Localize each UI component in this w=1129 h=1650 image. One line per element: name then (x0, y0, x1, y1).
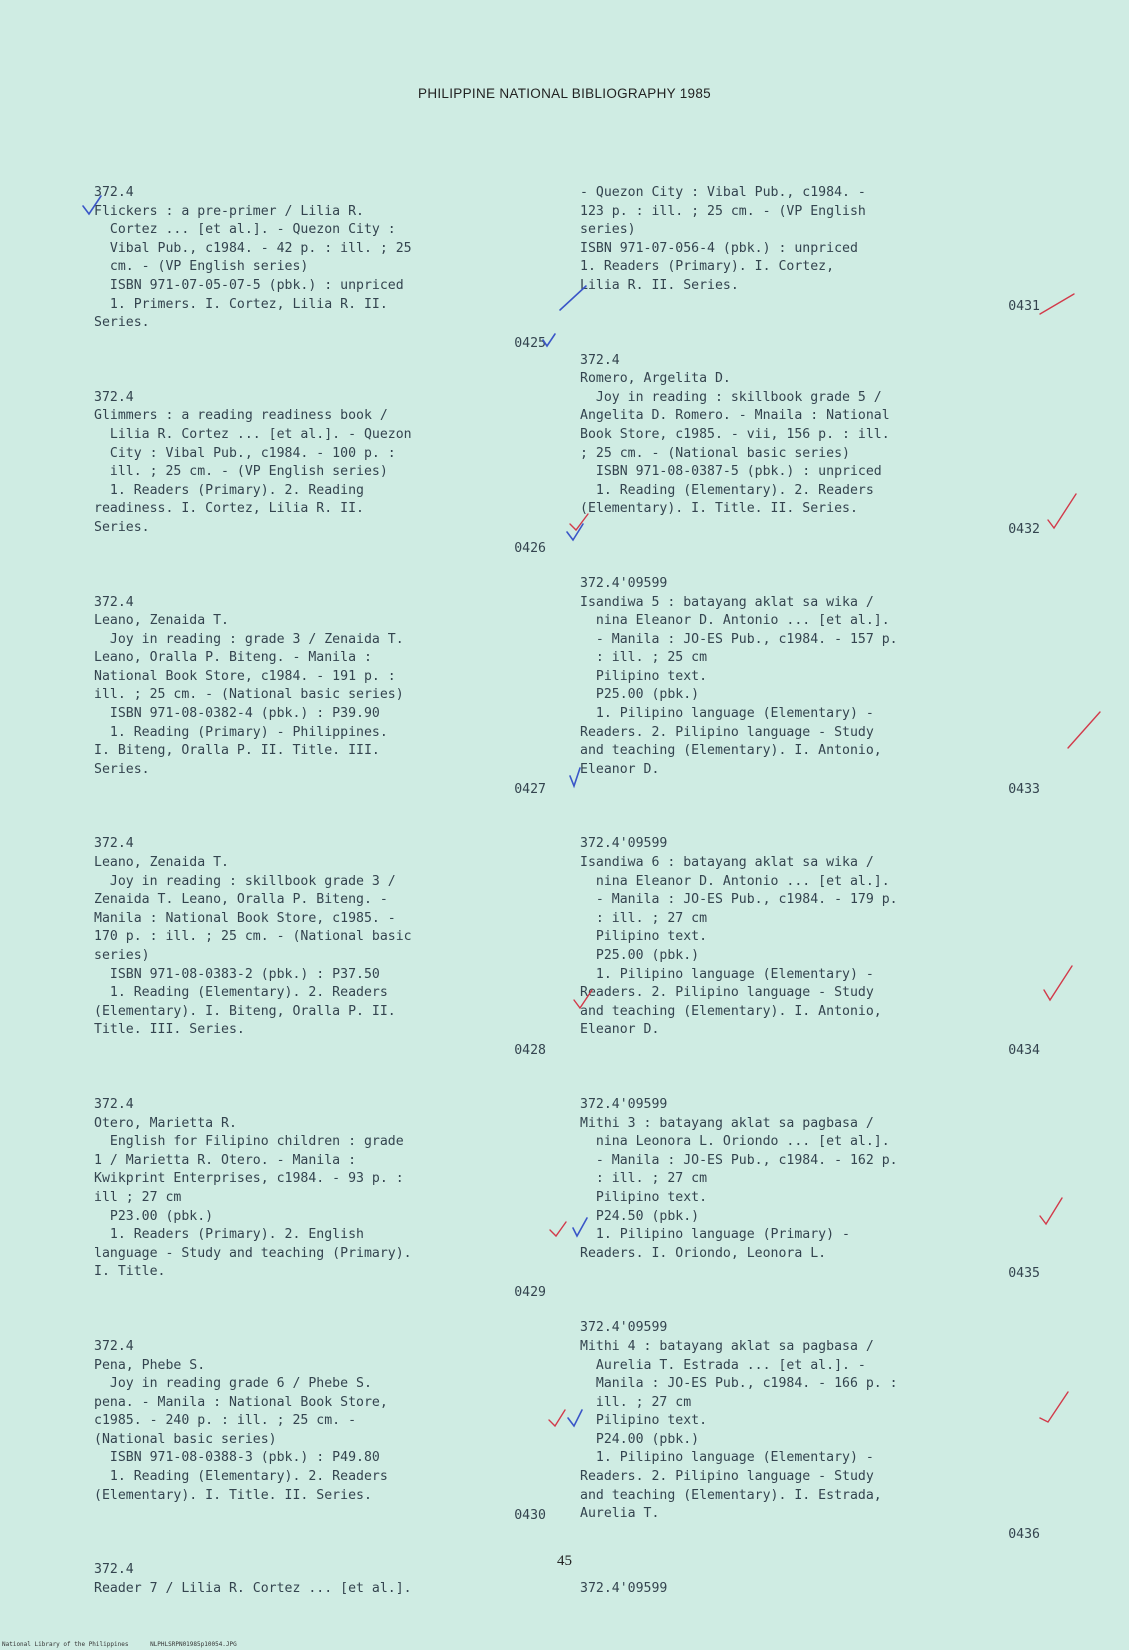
entry-text-line: Readers. 2. Pilipino language - Study (580, 724, 874, 740)
entry-text-line: ISBN 971-08-0382-4 (pbk.) : P39.90 (94, 706, 380, 722)
entry-text-line: Joy in reading : grade 3 / Zenaida T. (94, 631, 404, 647)
entry-text-line: Joy in reading : skillbook grade 5 / (580, 389, 882, 405)
entry-text-line: 123 p. : ill. ; 25 cm. - (VP English (580, 203, 866, 219)
footer-library: National Library of the Philippines (2, 1641, 129, 1648)
entry-number: 0435 (1008, 1266, 1040, 1282)
checkmark-icon (550, 1222, 566, 1236)
call-number: 372.4 (94, 594, 134, 610)
right-column (580, 184, 1040, 1632)
entry-text-line: 1. Reading (Primary) - Philippines. (94, 724, 388, 740)
entry-number: 0433 (1008, 782, 1040, 798)
bibliography-entry (580, 575, 1040, 802)
entry-text-line: (Elementary). I. Title. II. Series. (94, 1487, 372, 1503)
entry-text-line: Reader 7 / Lilia R. Cortez ... [et al.]. (94, 1580, 412, 1596)
entry-spacer (580, 1598, 1040, 1632)
entry-text-line: ill. ; 27 cm (580, 1394, 692, 1410)
entry-text-line: ISBN 971-08-0387-5 (pbk.) : unpriced (580, 464, 882, 480)
entry-text-line: readiness. I. Cortez, Lilia R. II. (94, 501, 364, 517)
entry-text-line: 1. Readers (Primary). 2. Reading (94, 482, 364, 498)
call-number: 372.4'09599 (580, 1320, 668, 1336)
bibliography-entry (94, 389, 546, 560)
entry-text-line: Isandiwa 6 : batayang aklat sa wika / (580, 855, 874, 871)
entry-text-line: ill. ; 25 cm. - (National basic series) (94, 687, 404, 703)
page-header: PHILIPPINE NATIONAL BIBLIOGRAPHY 1985 (418, 86, 711, 101)
entry-text-line: Angelita D. Romero. - Mnaila : National (580, 408, 890, 424)
entry-text-line: Leano, Zenaida T. (94, 855, 229, 871)
entry-text-line: Manila : JO-ES Pub., c1984. - 166 p. : (580, 1376, 898, 1392)
bibliography-entry (94, 594, 546, 802)
entry-text-line: Glimmers : a reading readiness book / (94, 408, 388, 424)
entry-text-line: cm. - (VP English series) (94, 259, 309, 275)
entry-text-line: Readers. I. Oriondo, Leonora L. (580, 1245, 827, 1261)
entry-spacer (94, 560, 546, 594)
bibliography-entry (94, 184, 546, 355)
entry-text-line: : ill. ; 27 cm (580, 1171, 708, 1187)
entry-text-line: Leano, Oralla P. Biteng. - Manila : (94, 650, 372, 666)
entry-text-line: 1. Pilipino language (Elementary) - (580, 706, 874, 722)
left-column (94, 184, 546, 1632)
entry-number: 0430 (514, 1508, 546, 1524)
entry-text-line: City : Vibal Pub., c1984. - 100 p. : (94, 445, 396, 461)
entry-text-line: Pilipino text. (580, 1189, 708, 1205)
bibliography-entry (580, 835, 1040, 1062)
entry-text-line: Lilia R. II. Series. (580, 277, 739, 293)
entry-text-line: Eleanor D. (580, 1022, 660, 1038)
entry-text-line: 170 p. : ill. ; 25 cm. - (National basic (94, 929, 412, 945)
entry-text-line: - Manila : JO-ES Pub., c1984. - 157 p. (580, 631, 898, 647)
entry-text-line: Vibal Pub., c1984. - 42 p. : ill. ; 25 (94, 240, 412, 256)
call-number: 372.4'09599 (580, 836, 668, 852)
entry-number: 0434 (1008, 1042, 1040, 1058)
entry-text-line: Zenaida T. Leano, Oralla P. Biteng. - (94, 892, 388, 908)
entry-text-line: Mithi 4 : batayang aklat sa pagbasa / (580, 1338, 874, 1354)
entry-text-line: Lilia R. Cortez ... [et al.]. - Quezon (94, 426, 412, 442)
entry-text-line: : ill. ; 25 cm (580, 650, 708, 666)
entry-text-line: c1985. - 240 p. : ill. ; 25 cm. - (94, 1413, 357, 1429)
entry-text-line: Kwikprint Enterprises, c1984. - 93 p. : (94, 1171, 404, 1187)
checkmark-icon (1048, 494, 1076, 528)
entry-text-line: ISBN 971-08-0388-3 (pbk.) : P49.80 (94, 1450, 380, 1466)
entry-text-line: nina Eleanor D. Antonio ... [et al.]. (580, 613, 890, 629)
checkmark-icon (1040, 1392, 1068, 1422)
entry-text-line: 1. Pilipino language (Elementary) - (580, 966, 874, 982)
entry-text-line: 1. Pilipino language (Elementary) - (580, 1450, 874, 1466)
call-number: 372.4'09599 (580, 1580, 668, 1596)
entry-text-line: 1. Reading (Elementary). 2. Readers (580, 482, 874, 498)
checkmark-icon (1040, 294, 1074, 314)
entry-text-line: Book Store, c1985. - vii, 156 p. : ill. (580, 426, 890, 442)
entry-text-line: ISBN 971-07-056-4 (pbk.) : unpriced (580, 240, 858, 256)
call-number: 372.4 (94, 1562, 134, 1578)
entry-text-line: Series. (94, 519, 150, 535)
entry-text-line: 1. Pilipino language (Primary) - (580, 1227, 850, 1243)
entry-text-line: Pilipino text. (580, 1413, 708, 1429)
entry-text-line: and teaching (Elementary). I. Estrada, (580, 1487, 882, 1503)
entry-text-line: Eleanor D. (580, 761, 660, 777)
entry-number: 0429 (514, 1284, 546, 1300)
entry-number: 0436 (1008, 1526, 1040, 1542)
entry-spacer (94, 355, 546, 389)
entry-text-line: P25.00 (pbk.) (580, 948, 700, 963)
entry-number: 0432 (1008, 521, 1040, 537)
entry-number: 0431 (1008, 298, 1040, 314)
checkmark-icon (1068, 712, 1100, 748)
page-number: 45 (557, 1553, 572, 1569)
call-number: 372.4 (94, 1096, 134, 1112)
entry-text-line: Pilipino text. (580, 668, 708, 684)
entry-text-line: Series. (94, 761, 150, 777)
entry-text-line: Readers. 2. Pilipino language - Study (580, 1469, 874, 1485)
entry-text-line: P24.00 (pbk.) (580, 1431, 700, 1447)
entry-text-line: I. Title. (94, 1264, 166, 1280)
entry-text-line: (Elementary). I. Title. II. Series. (580, 501, 858, 517)
entry-text-line: P24.50 (pbk.) (580, 1208, 700, 1224)
bibliography-entry (580, 1096, 1040, 1285)
entry-text-line: Aurelia T. (580, 1506, 660, 1522)
entry-text-line: pena. - Manila : National Book Store, (94, 1394, 388, 1410)
call-number: 372.4 (580, 352, 620, 368)
entry-text-line: series) (94, 948, 150, 963)
entry-text-line: and teaching (Elementary). I. Antonio, (580, 1003, 882, 1019)
bibliography-entry (94, 835, 546, 1062)
entry-text-line: ISBN 971-07-05-07-5 (pbk.) : unpriced (94, 277, 404, 293)
bibliography-entry (94, 1096, 546, 1304)
bibliography-entry (580, 1319, 1040, 1546)
entry-text-line: Mithi 3 : batayang aklat sa pagbasa / (580, 1115, 874, 1131)
entry-spacer (94, 1304, 546, 1338)
entry-text-line: ill. ; 25 cm. - (VP English series) (94, 464, 388, 480)
entry-text-line: 1. Primers. I. Cortez, Lilia R. II. (94, 296, 388, 312)
entry-text-line: Otero, Marietta R. (94, 1115, 237, 1131)
entry-text-line: P23.00 (pbk.) (94, 1208, 214, 1224)
checkmark-icon (549, 1410, 565, 1426)
entry-text-line: ISBN 971-08-0383-2 (pbk.) : P37.50 (94, 966, 380, 982)
entry-text-line: National Book Store, c1984. - 191 p. : (94, 668, 396, 684)
entry-spacer (580, 1062, 1040, 1096)
entry-text-line: language - Study and teaching (Primary). (94, 1245, 412, 1261)
entry-text-line: - Manila : JO-ES Pub., c1984. - 162 p. (580, 1152, 898, 1168)
entry-text-line: - Manila : JO-ES Pub., c1984. - 179 p. (580, 892, 898, 908)
entry-text-line: P25.00 (pbk.) (580, 687, 700, 703)
entry-text-line: Title. III. Series. (94, 1022, 245, 1038)
bibliography-entry (580, 1580, 1040, 1599)
call-number: 372.4 (94, 185, 134, 200)
entry-text-line: Pilipino text. (580, 929, 708, 945)
call-number: 372.4'09599 (580, 575, 668, 591)
entry-text-line: series) (580, 222, 636, 238)
entry-text-line: Pena, Phebe S. (94, 1357, 206, 1373)
entry-spacer (580, 318, 1040, 352)
call-number: 372.4 (94, 1338, 134, 1354)
entry-number: 0428 (514, 1042, 546, 1058)
entry-text-line: English for Filipino children : grade (94, 1134, 404, 1150)
entry-text-line: 1. Readers (Primary). I. Cortez, (580, 259, 835, 275)
entry-text-line: : ill. ; 27 cm (580, 910, 708, 926)
entry-text-line: Joy in reading : skillbook grade 3 / (94, 873, 396, 889)
checkmark-icon (570, 768, 580, 786)
entry-spacer (94, 801, 546, 835)
entry-text-line: Manila : National Book Store, c1985. - (94, 910, 396, 926)
entry-text-line: Series. (94, 315, 150, 331)
checkmark-icon (1044, 966, 1072, 1000)
entry-spacer (580, 1285, 1040, 1319)
call-number: 372.4'09599 (580, 1096, 668, 1112)
entry-text-line: 1. Readers (Primary). 2. English (94, 1227, 364, 1243)
entry-number: 0427 (514, 782, 546, 798)
entry-text-line: and teaching (Elementary). I. Antonio, (580, 743, 882, 759)
call-number: 372.4 (94, 836, 134, 852)
entry-text-line: Flickers : a pre-primer / Lilia R. (94, 203, 364, 219)
entry-number: 0426 (514, 540, 546, 556)
entry-text-line: Joy in reading grade 6 / Phebe S. (94, 1376, 372, 1392)
bibliography-entry (94, 1338, 546, 1527)
call-number: 372.4 (94, 389, 134, 405)
checkmark-icon (1040, 1198, 1062, 1224)
entry-text-line: Cortez ... [et al.]. - Quezon City : (94, 222, 396, 238)
entry-spacer (94, 1062, 546, 1096)
entry-text-line: (Elementary). I. Biteng, Oralla P. II. (94, 1003, 396, 1019)
entry-text-line: 1 / Marietta R. Otero. - Manila : (94, 1152, 357, 1168)
entry-text-line: ; 25 cm. - (National basic series) (580, 445, 850, 461)
entry-text-line: 1. Reading (Elementary). 2. Readers (94, 1469, 388, 1485)
entry-text-line: Leano, Zenaida T. (94, 613, 229, 629)
entry-text-line: ill ; 27 cm (94, 1189, 182, 1205)
entry-spacer (580, 801, 1040, 835)
entry-spacer (580, 541, 1040, 575)
entry-text-line: nina Eleanor D. Antonio ... [et al.]. (580, 873, 890, 889)
entry-number: 0425 (514, 335, 546, 351)
scan-footer (2, 1641, 255, 1648)
entry-text-line: Romero, Argelita D. (580, 371, 731, 387)
entry-text-line: I. Biteng, Oralla P. II. Title. III. (94, 743, 380, 759)
entry-text-line: nina Leonora L. Oriondo ... [et al.]. (580, 1134, 890, 1150)
entry-text-line: Readers. 2. Pilipino language - Study (580, 985, 874, 1001)
entry-text-line: Isandiwa 5 : batayang aklat sa wika / (580, 594, 874, 610)
entry-text-line: Aurelia T. Estrada ... [et al.]. - (580, 1357, 866, 1373)
entry-text-line: 1. Reading (Elementary). 2. Readers (94, 985, 388, 1001)
bibliography-entry (580, 352, 1040, 541)
call-number: - Quezon City : Vibal Pub., c1984. - (580, 185, 866, 200)
footer-filename: NLPHLSRPN01985p10054.JPG (150, 1641, 237, 1648)
entry-text-line: (National basic series) (94, 1431, 277, 1447)
bibliography-entry (580, 184, 1040, 318)
entry-spacer (94, 1598, 546, 1632)
